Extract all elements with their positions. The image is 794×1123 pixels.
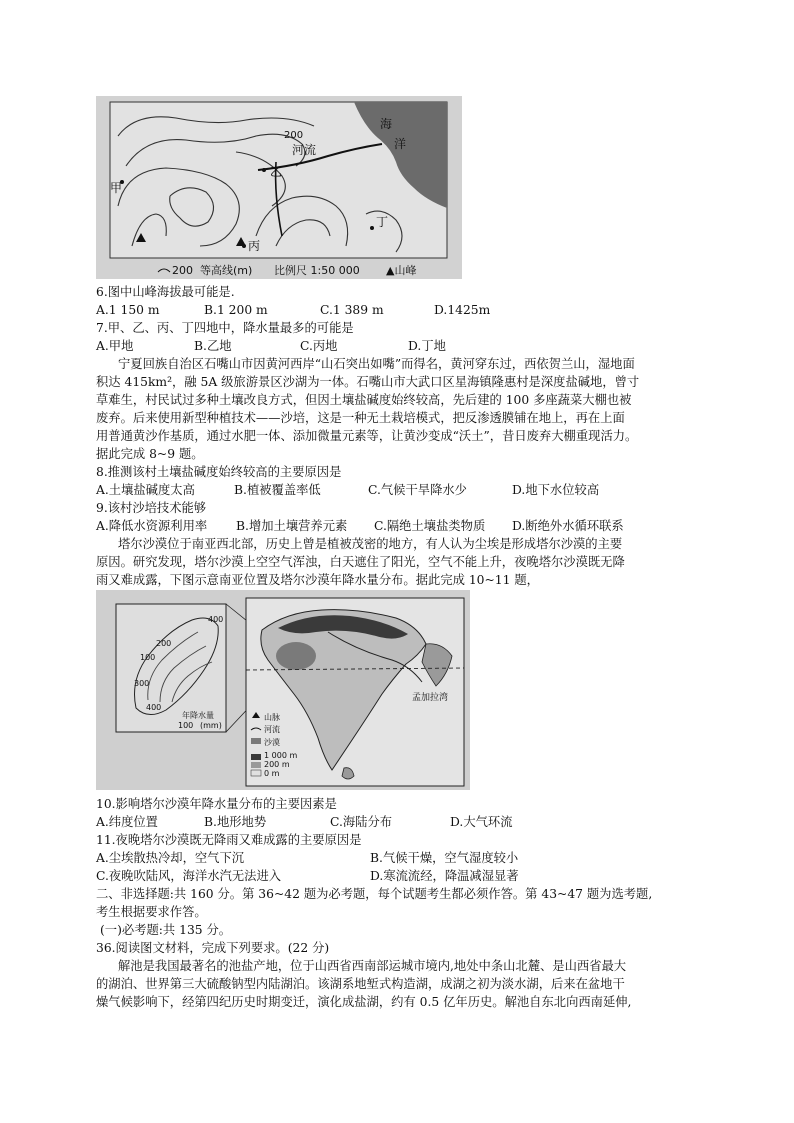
legend-elev-low: 0 m xyxy=(264,769,280,778)
q10-option-d[interactable]: D.大气环流 xyxy=(450,815,513,829)
q36-line: 解池是我国最著名的池盐产地，位于山西省西南部运城市境内,地处中条山北麓、是山西省最大 xyxy=(118,959,627,973)
q11-option-a[interactable]: A.尘埃散热冷却，空气下沉 xyxy=(96,851,245,865)
contour-map-svg xyxy=(96,96,462,279)
isohyet-label: 400 xyxy=(208,615,224,624)
q10-stem: 10.影响塔尔沙漠年降水量分布的主要因素是 xyxy=(96,797,337,811)
q9-stem: 9.该村沙培技术能够 xyxy=(96,501,207,515)
place-bing-label: 丙 xyxy=(248,239,261,253)
thar-desert xyxy=(276,642,316,670)
q9-option-d[interactable]: D.断绝外水循环联系 xyxy=(512,519,624,533)
q7-option-a[interactable]: A.甲地 xyxy=(96,339,134,353)
passage2-line: 雨又难成露，下图示意南亚位置及塔尔沙漠年降水量分布。据此完成 10~11 题， xyxy=(96,573,539,587)
legend-elev-swatch-mid xyxy=(251,762,261,768)
inset-legend-value: 100 xyxy=(178,721,194,730)
point-yi xyxy=(262,168,266,172)
passage1-line: 宁夏回族自治区石嘴山市因黄河西岸“山石突出如嘴”而得名，黄河穿东过，西依贺兰山，湿地面 xyxy=(118,357,635,371)
q7-option-c[interactable]: C.丙地 xyxy=(300,339,338,353)
q36-line: 的湖泊、世界第三大硫酸钠型内陆湖泊。该湖系地堑式构造湖，成湖之初为淡水湖，后来在盆地干 xyxy=(96,977,625,991)
q6-option-a[interactable]: A.1 150 m xyxy=(96,303,160,317)
inset-legend-unit: (mm) xyxy=(200,721,222,730)
point-bing xyxy=(242,244,246,248)
inset-legend-title: 年降水量 xyxy=(182,711,214,720)
q10-option-c[interactable]: C.海陆分布 xyxy=(330,815,393,829)
isohyet-label: 300 xyxy=(134,679,150,688)
q8-option-b[interactable]: B.植被覆盖率低 xyxy=(234,483,321,497)
legend-mountain-label: 山脉 xyxy=(264,713,280,722)
q7-option-d[interactable]: D.丁地 xyxy=(408,339,446,353)
q36-line: 燥气候影响下，经第四纪历史时期变迁，演化成盐湖，约有 0.5 亿年历史。解池自东北向西南延伸, xyxy=(96,995,632,1009)
legend-desert-label: 沙漠 xyxy=(264,738,280,747)
passage2-line: 原因。研究发现，塔尔沙漠上空空气浑浊，白天遮住了阳光，空气不能上升，夜晚塔尔沙漠既无降 xyxy=(96,555,625,569)
q36-stem: 36.阅读图文材料，完成下列要求。(22 分) xyxy=(96,941,330,955)
isohyet-label: 200 xyxy=(156,639,172,648)
q8-stem: 8.推测该村土壤盐碱度始终较高的主要原因是 xyxy=(96,465,342,479)
ocean-label-2: 洋 xyxy=(394,137,407,151)
q9-option-c[interactable]: C.隔绝土壤盐类物质 xyxy=(374,519,486,533)
passage2-line: 塔尔沙漠位于南亚西北部，历史上曾是植被茂密的地方，有人认为尘埃是形成塔尔沙漠的主要 xyxy=(118,537,623,551)
q11-option-d[interactable]: D.寒流流经，降温减湿显著 xyxy=(370,869,519,883)
place-jia-label: 甲 xyxy=(110,181,123,195)
contour-map-figure xyxy=(96,96,462,279)
q10-option-a[interactable]: A.纬度位置 xyxy=(96,815,158,829)
legend-elev-swatch-high xyxy=(251,754,261,760)
q6-option-b[interactable]: B.1 200 m xyxy=(204,303,268,317)
section2-subheading: (一)必考题:共 135 分。 xyxy=(100,923,232,937)
q9-option-b[interactable]: B.增加土壤营养元素 xyxy=(236,519,348,533)
q11-option-b[interactable]: B.气候干燥，空气湿度较小 xyxy=(370,851,519,865)
section2-line: 二、非选择题:共 160 分。第 36~42 题为必考题，每个试题考生都必须作答。第 43~47 题为选考题, xyxy=(96,887,653,901)
q6-option-c[interactable]: C.1 389 m xyxy=(320,303,384,317)
q10-option-b[interactable]: B.地形地势 xyxy=(204,815,267,829)
south-asia-map-figure xyxy=(96,590,470,790)
point-ding xyxy=(370,226,374,230)
legend-peak: ▲山峰 xyxy=(386,264,417,277)
legend-desert-symbol xyxy=(251,738,261,744)
river-label: 河流 xyxy=(292,143,317,157)
contour-value-label: 200 xyxy=(284,130,304,141)
q11-stem: 11.夜晚塔尔沙漠既无降雨又难成露的主要原因是 xyxy=(96,833,362,847)
legend-elev-high: 1 000 m xyxy=(264,751,298,760)
passage1-line: 用普通黄沙作基质，通过水肥一体、添加微量元素等，让黄沙变成“沃土”，昔日废弃大棚重现活力。 xyxy=(96,429,638,443)
q7-stem: 7.甲、乙、丙、丁四地中，降水量最多的可能是 xyxy=(96,321,354,335)
q8-option-a[interactable]: A.土壤盐碱度太高 xyxy=(96,483,195,497)
legend-river-label: 河流 xyxy=(264,725,280,734)
q7-option-b[interactable]: B.乙地 xyxy=(194,339,232,353)
q11-option-c[interactable]: C.夜晚吹陆风，海洋水汽无法进入 xyxy=(96,869,282,883)
legend-elev-mid: 200 m xyxy=(264,760,290,769)
legend-contour-text: 等高线(m) xyxy=(200,264,253,277)
isohyet-label: 400 xyxy=(146,703,162,712)
q9-option-a[interactable]: A.降低水资源利用率 xyxy=(96,519,208,533)
passage1-line: 草难生，村民试过多种土壤改良方式，但因土壤盐碱度始终较高，先后建的 100 多座蔬菜大棚也被 xyxy=(96,393,632,407)
south-asia-map-svg xyxy=(96,590,470,790)
q8-option-c[interactable]: C.气候干旱降水少 xyxy=(368,483,467,497)
place-yi-label: 乙 xyxy=(270,165,283,179)
isohyet-label: 100 xyxy=(140,653,156,662)
section2-line: 考生根据要求作答。 xyxy=(96,905,207,919)
q8-option-d[interactable]: D.地下水位较高 xyxy=(512,483,600,497)
ocean-label-1: 海 xyxy=(380,117,393,131)
passage1-line: 积达 415km²，融 5A 级旅游景区沙湖为一体。石嘴山市大武口区星海镇隆惠村是深度盐碱地，曾寸 xyxy=(96,375,640,389)
passage1-line: 废弃。后来使用新型种植技术——沙培，这是一种无土栽培模式，把反渗透膜铺在地上，再在上面 xyxy=(96,411,625,425)
passage1-line: 据此完成 8~9 题。 xyxy=(96,447,204,461)
legend-scale: 比例尺 1:50 000 xyxy=(274,264,360,277)
q6-option-d[interactable]: D.1425m xyxy=(434,303,491,317)
place-ding-label: 丁 xyxy=(376,215,389,229)
legend-elev-swatch-low xyxy=(251,770,261,776)
bay-of-bengal-label: 孟加拉湾 xyxy=(412,693,449,703)
legend-contour-value: 200 xyxy=(172,264,193,277)
q6-stem: 6.图中山峰海拔最可能是. xyxy=(96,285,235,299)
